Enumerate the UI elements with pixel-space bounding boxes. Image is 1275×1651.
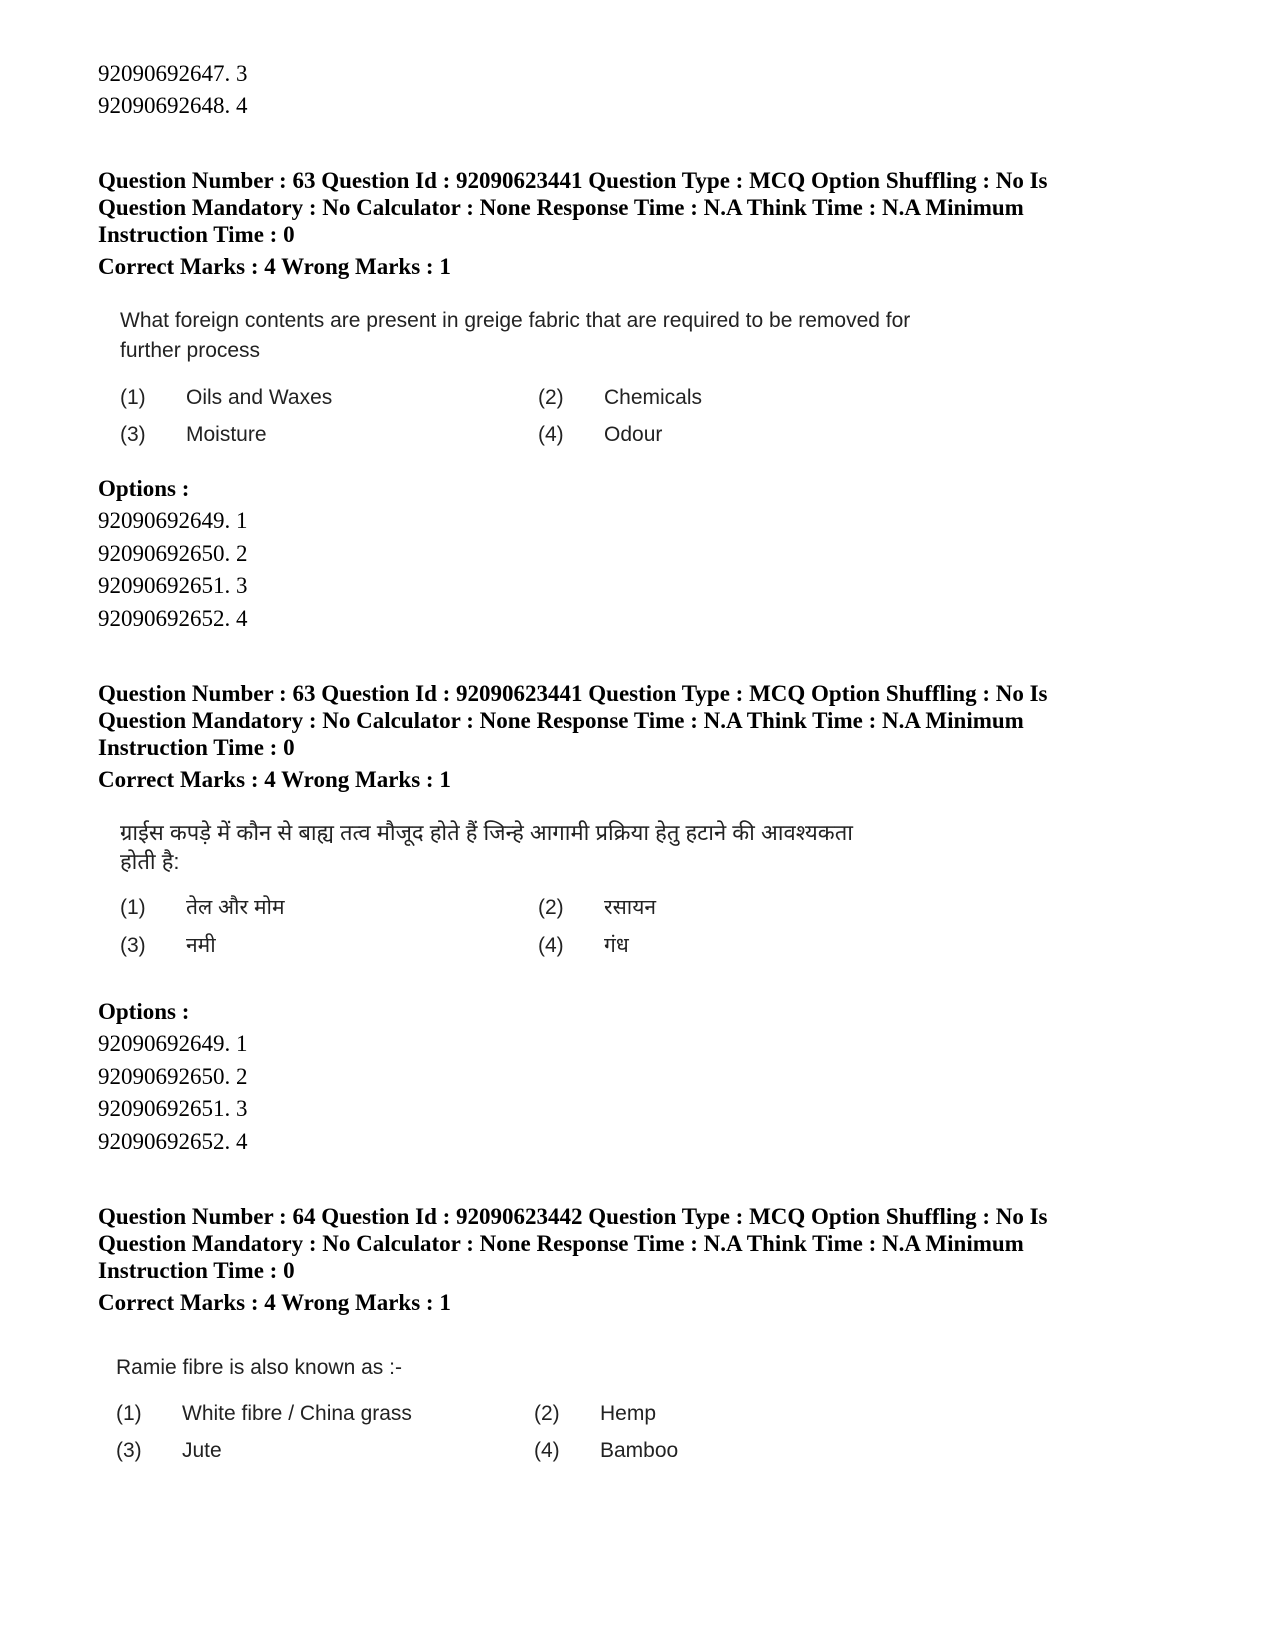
question-text-line: ग्राईस कपड़े में कौन से बाह्य तत्व मौजूद होते हैं जिन्हे आगामी प्रक्रिया हेतु हटाने की आवश्यकता bbox=[120, 820, 853, 845]
question-header-line: Question Number : 63 Question Id : 92090623441 Question Type : MCQ Option Shuffling : No Is bbox=[98, 168, 1048, 193]
choice-1 bbox=[120, 892, 285, 923]
choice-text: Hemp bbox=[600, 1402, 657, 1425]
options-label: Options : bbox=[98, 476, 190, 501]
option-line: 92090692651. 3 bbox=[98, 573, 248, 598]
choice-text: नमी bbox=[186, 934, 216, 957]
choice-4 bbox=[534, 1435, 678, 1466]
choice-number: (3) bbox=[116, 1439, 142, 1462]
choice-number: (2) bbox=[534, 1402, 560, 1425]
option-line: 92090692652. 4 bbox=[98, 606, 248, 631]
option-line: 92090692647. 3 bbox=[98, 61, 248, 86]
choice-1 bbox=[120, 382, 332, 413]
question-header-line: Question Mandatory : No Calculator : None Response Time : N.A Think Time : N.A Minimum bbox=[98, 708, 1024, 733]
question-header-line: Instruction Time : 0 bbox=[98, 735, 295, 760]
choice-number: (4) bbox=[534, 1439, 560, 1462]
choice-2 bbox=[538, 382, 702, 413]
question-text-line: Ramie fibre is also known as :- bbox=[116, 1356, 402, 1379]
choice-text: रसायन bbox=[604, 896, 657, 919]
choice-text: Bamboo bbox=[600, 1439, 679, 1462]
option-line: 92090692650. 2 bbox=[98, 1064, 248, 1089]
option-line: 92090692649. 1 bbox=[98, 508, 248, 533]
choice-text: White fibre / China grass bbox=[182, 1402, 412, 1425]
option-line: 92090692648. 4 bbox=[98, 93, 248, 118]
question-header-line: Instruction Time : 0 bbox=[98, 1258, 295, 1283]
choice-number: (2) bbox=[538, 896, 564, 919]
choice-number: (4) bbox=[538, 934, 564, 957]
choice-text: Chemicals bbox=[604, 386, 703, 409]
choice-3 bbox=[120, 930, 216, 961]
choice-text: गंध bbox=[604, 934, 629, 957]
marks-line: Correct Marks : 4 Wrong Marks : 1 bbox=[98, 254, 451, 279]
choice-number: (3) bbox=[120, 423, 146, 446]
option-line: 92090692650. 2 bbox=[98, 541, 248, 566]
choice-text: Moisture bbox=[186, 423, 267, 446]
marks-line: Correct Marks : 4 Wrong Marks : 1 bbox=[98, 1290, 451, 1315]
choice-text: Oils and Waxes bbox=[186, 386, 333, 409]
option-line: 92090692651. 3 bbox=[98, 1096, 248, 1121]
question-header-line: Question Number : 64 Question Id : 92090623442 Question Type : MCQ Option Shuffling : No Is bbox=[98, 1204, 1048, 1229]
choice-text: Jute bbox=[182, 1439, 222, 1462]
choice-number: (3) bbox=[120, 934, 146, 957]
question-text-line: What foreign contents are present in greige fabric that are required to be removed for bbox=[120, 309, 911, 332]
question-text-line: further process bbox=[120, 339, 261, 362]
choice-number: (1) bbox=[120, 386, 146, 409]
choice-2 bbox=[538, 892, 656, 923]
choice-3 bbox=[120, 419, 267, 450]
options-label: Options : bbox=[98, 999, 190, 1024]
choice-number: (4) bbox=[538, 423, 564, 446]
question-header-line: Question Mandatory : No Calculator : None Response Time : N.A Think Time : N.A Minimum bbox=[98, 1231, 1024, 1256]
choice-number: (2) bbox=[538, 386, 564, 409]
choice-number: (1) bbox=[120, 896, 146, 919]
choice-text: Odour bbox=[604, 423, 663, 446]
choice-3 bbox=[116, 1435, 222, 1466]
question-header-line: Instruction Time : 0 bbox=[98, 222, 295, 247]
choice-number: (1) bbox=[116, 1402, 142, 1425]
question-text-line: होती है: bbox=[120, 849, 180, 874]
option-line: 92090692649. 1 bbox=[98, 1031, 248, 1056]
choice-text: तेल और मोम bbox=[186, 896, 285, 919]
choice-4 bbox=[538, 419, 662, 450]
choice-4 bbox=[538, 930, 629, 961]
question-header-line: Question Number : 63 Question Id : 92090623441 Question Type : MCQ Option Shuffling : No Is bbox=[98, 681, 1048, 706]
option-line: 92090692652. 4 bbox=[98, 1129, 248, 1154]
choice-1 bbox=[116, 1398, 412, 1429]
choice-2 bbox=[534, 1398, 656, 1429]
marks-line: Correct Marks : 4 Wrong Marks : 1 bbox=[98, 767, 451, 792]
question-header-line: Question Mandatory : No Calculator : None Response Time : N.A Think Time : N.A Minimum bbox=[98, 195, 1024, 220]
